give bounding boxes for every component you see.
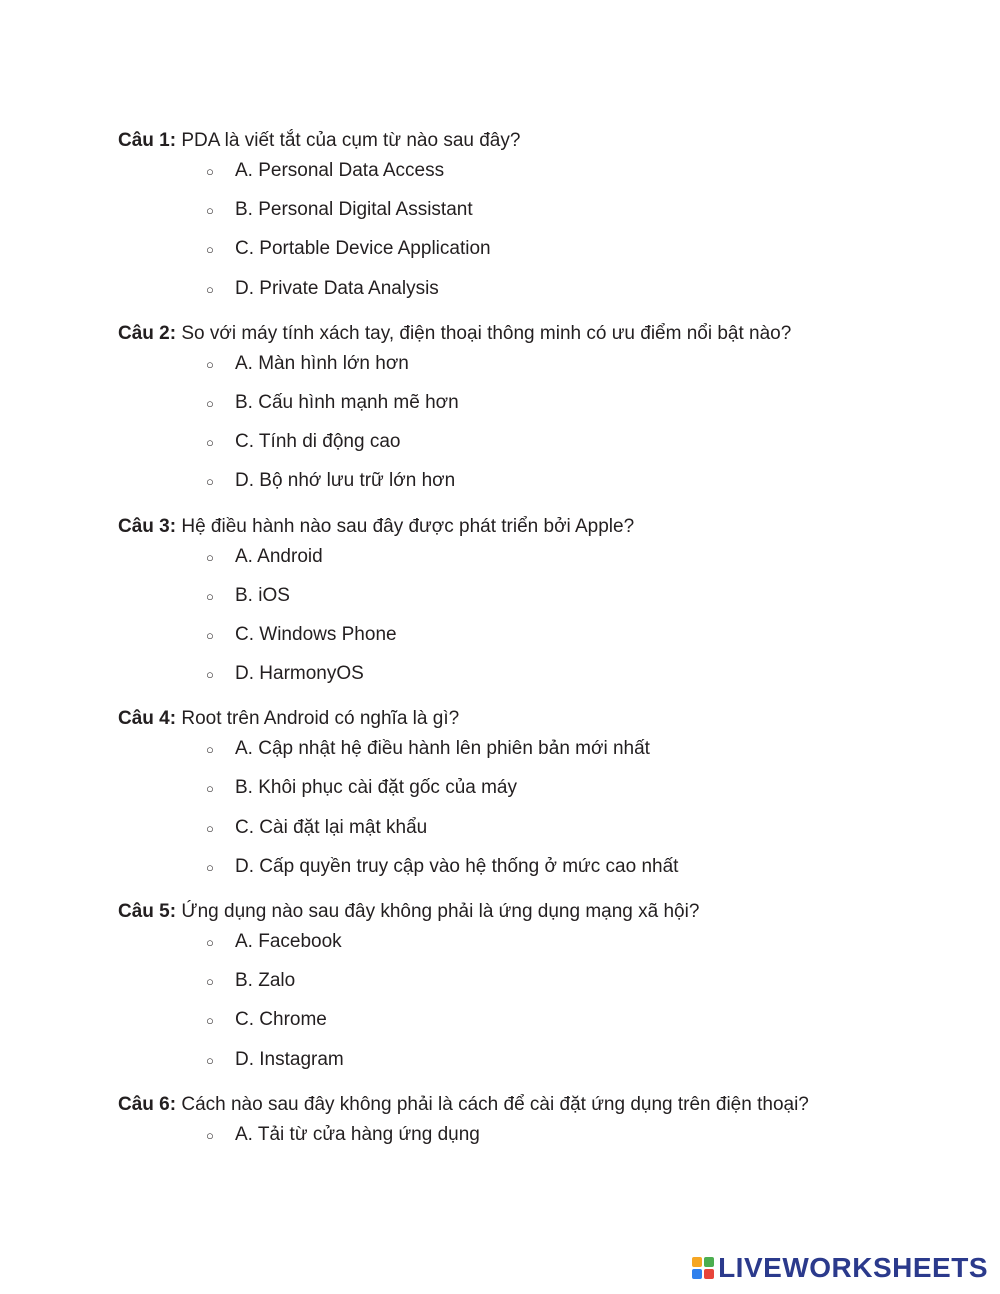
answer-option bbox=[118, 929, 978, 968]
question-number: Câu 6: bbox=[118, 1093, 177, 1115]
question-text: PDA là viết tắt của cụm từ nào sau đây? bbox=[181, 130, 521, 151]
answer-option-text: A. Màn hình lớn hơn bbox=[235, 352, 409, 374]
answer-option bbox=[118, 1122, 978, 1161]
circle-bullet-icon: ○ bbox=[206, 859, 214, 875]
circle-bullet-icon: ○ bbox=[206, 395, 214, 411]
circle-bullet-icon: ○ bbox=[206, 435, 214, 451]
answer-option bbox=[118, 583, 978, 622]
question-text: Hệ điều hành nào sau đây được phát triển bởi Apple? bbox=[181, 515, 635, 537]
answer-option-text: D. Private Data Analysis bbox=[235, 277, 439, 299]
logo-square bbox=[704, 1269, 714, 1279]
question-number: Câu 2: bbox=[118, 322, 177, 344]
answer-option-text: D. Bộ nhớ lưu trữ lớn hơn bbox=[235, 470, 456, 492]
circle-bullet-icon: ○ bbox=[206, 974, 214, 990]
answer-option-text: B. iOS bbox=[235, 584, 290, 606]
answer-options bbox=[118, 736, 978, 893]
answer-option-text: C. Windows Phone bbox=[235, 623, 397, 645]
answer-options bbox=[118, 158, 978, 315]
answer-option bbox=[118, 468, 978, 507]
brand-name: LIVEWORKSHEETS bbox=[718, 1252, 988, 1283]
question-number: Câu 4: bbox=[118, 708, 177, 730]
question-5 bbox=[118, 899, 978, 925]
answer-option bbox=[118, 390, 978, 429]
circle-bullet-icon: ○ bbox=[206, 549, 214, 565]
answer-option-text: C. Chrome bbox=[235, 1009, 327, 1031]
answer-option bbox=[118, 854, 978, 893]
answer-option bbox=[118, 544, 978, 583]
question-6 bbox=[118, 1092, 978, 1118]
answer-option bbox=[118, 276, 978, 315]
answer-option-text: A. Cập nhật hệ điều hành lên phiên bản mới nhất bbox=[235, 738, 650, 760]
logo-square bbox=[692, 1257, 702, 1267]
answer-option bbox=[118, 661, 978, 700]
circle-bullet-icon: ○ bbox=[206, 242, 214, 258]
circle-bullet-icon: ○ bbox=[206, 820, 214, 836]
logo-square bbox=[704, 1257, 714, 1267]
answer-option-text: A. Personal Data Access bbox=[235, 160, 445, 181]
liveworksheets-logo-icon bbox=[692, 1257, 714, 1279]
question-text: So với máy tính xách tay, điện thoại thông minh có ưu điểm nổi bật nào? bbox=[181, 322, 792, 344]
answer-option bbox=[118, 1007, 978, 1046]
answer-option-text: B. Khôi phục cài đặt gốc của máy bbox=[235, 777, 517, 799]
answer-option-text: B. Personal Digital Assistant bbox=[235, 199, 473, 221]
answer-option bbox=[118, 1047, 978, 1086]
question-number: Câu 1: bbox=[118, 130, 177, 151]
question-text: Cách nào sau đây không phải là cách để cài đặt ứng dụng trên điện thoại? bbox=[181, 1093, 809, 1115]
circle-bullet-icon: ○ bbox=[206, 667, 214, 683]
answer-option bbox=[118, 236, 978, 275]
answer-option-text: A. Tải từ cửa hàng ứng dụng bbox=[235, 1123, 480, 1145]
circle-bullet-icon: ○ bbox=[206, 935, 214, 950]
answer-option-text: A. Android bbox=[235, 545, 323, 567]
answer-option bbox=[118, 622, 978, 661]
circle-bullet-icon: ○ bbox=[206, 356, 214, 372]
circle-bullet-icon: ○ bbox=[206, 742, 214, 758]
answer-option-text: D. Instagram bbox=[235, 1048, 344, 1070]
question-2 bbox=[118, 321, 978, 347]
question-1 bbox=[118, 128, 978, 154]
question-4 bbox=[118, 706, 978, 732]
answer-option-text: B. Cấu hình mạnh mẽ hơn bbox=[235, 391, 459, 413]
answer-options bbox=[118, 929, 978, 1086]
answer-option-text: D. Cấp quyền truy cập vào hệ thống ở mức cao nhất bbox=[235, 855, 679, 877]
circle-bullet-icon: ○ bbox=[206, 474, 214, 490]
answer-option bbox=[118, 968, 978, 1007]
answer-options bbox=[118, 1122, 978, 1161]
liveworksheets-brand bbox=[692, 1252, 988, 1284]
answer-option-text: D. HarmonyOS bbox=[235, 663, 364, 685]
answer-option-text: C. Portable Device Application bbox=[235, 238, 491, 260]
question-3 bbox=[118, 514, 978, 540]
answer-option-text: A. Facebook bbox=[235, 931, 342, 952]
question-text: Ứng dụng nào sau đây không phải là ứng dụng mạng xã hội? bbox=[181, 901, 700, 922]
circle-bullet-icon: ○ bbox=[206, 781, 214, 797]
answer-option bbox=[118, 736, 978, 775]
circle-bullet-icon: ○ bbox=[206, 164, 214, 179]
circle-bullet-icon: ○ bbox=[206, 627, 214, 643]
circle-bullet-icon: ○ bbox=[206, 1127, 214, 1143]
worksheet-document bbox=[118, 128, 978, 1167]
answer-options bbox=[118, 544, 978, 701]
question-number: Câu 3: bbox=[118, 515, 177, 537]
question-text: Root trên Android có nghĩa là gì? bbox=[181, 708, 460, 730]
circle-bullet-icon: ○ bbox=[206, 588, 214, 604]
circle-bullet-icon: ○ bbox=[206, 203, 214, 219]
circle-bullet-icon: ○ bbox=[206, 1013, 214, 1029]
answer-option bbox=[118, 429, 978, 468]
answer-option bbox=[118, 197, 978, 236]
circle-bullet-icon: ○ bbox=[206, 1052, 214, 1068]
answer-option bbox=[118, 351, 978, 390]
answer-option bbox=[118, 158, 978, 197]
answer-option-text: C. Tính di động cao bbox=[235, 431, 401, 453]
answer-options bbox=[118, 351, 978, 508]
answer-option-text: B. Zalo bbox=[235, 970, 296, 992]
answer-option bbox=[118, 775, 978, 814]
logo-square bbox=[692, 1269, 702, 1279]
question-number: Câu 5: bbox=[118, 901, 177, 922]
circle-bullet-icon: ○ bbox=[206, 281, 214, 297]
answer-option-text: C. Cài đặt lại mật khẩu bbox=[235, 816, 428, 838]
answer-option bbox=[118, 815, 978, 854]
